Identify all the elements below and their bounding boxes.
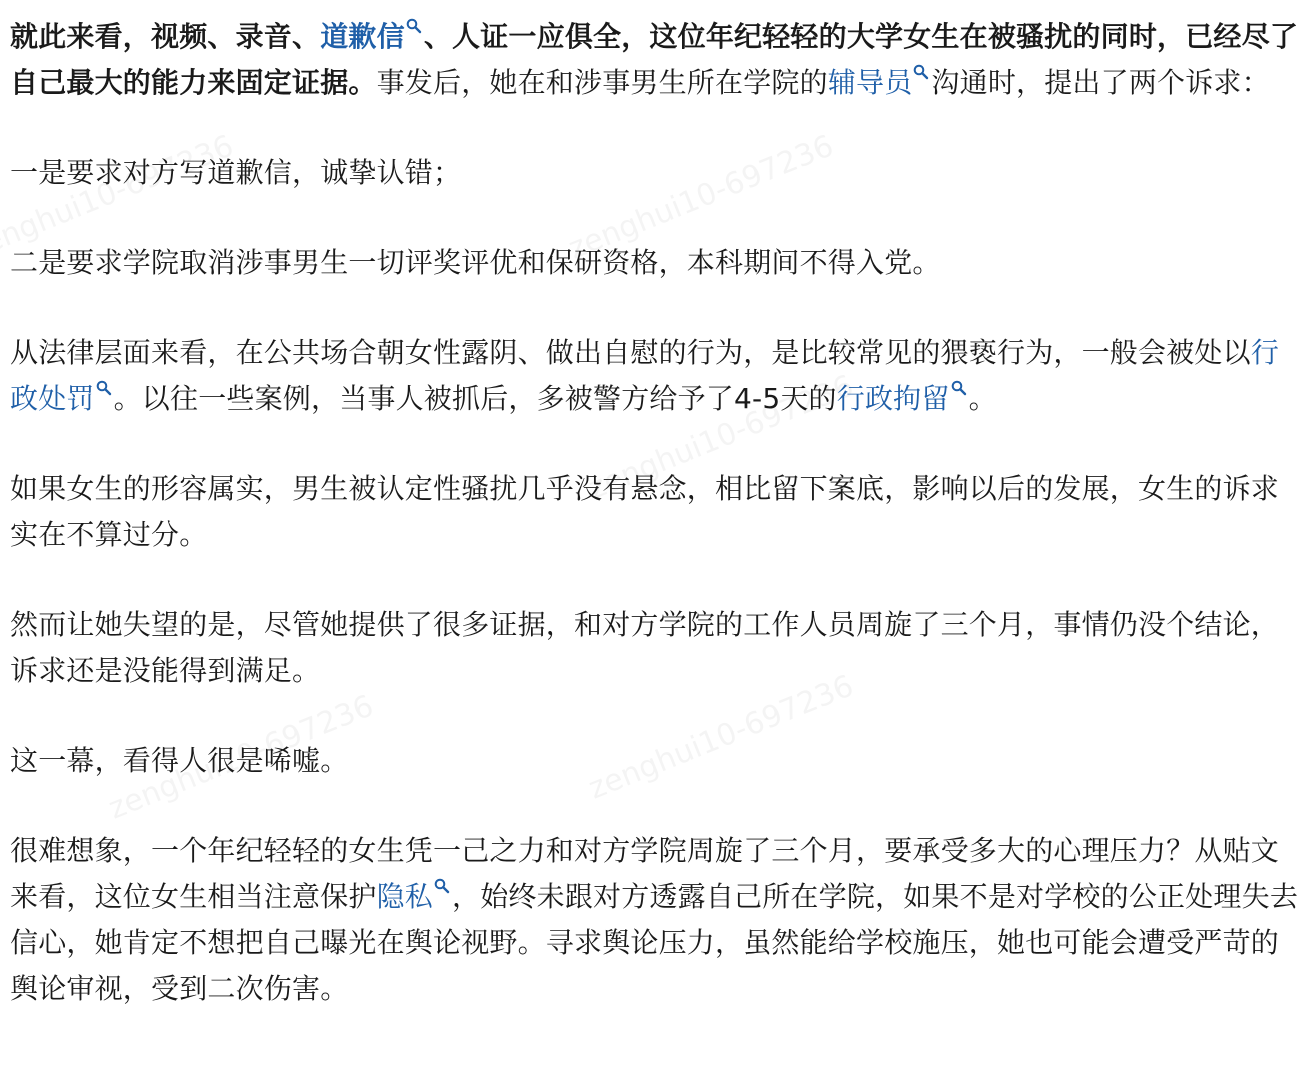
magnifier-icon[interactable] xyxy=(913,60,929,82)
body-text: 。 xyxy=(968,382,997,415)
paragraph-disappointment: 然而让她失望的是，尽管她提供了很多证据，和对方学院的工作人员周旋了三个月，事情仍没个结论，诉求还是没能得到满足。 xyxy=(10,608,1280,687)
keyword-link-label[interactable]: 行政处罚 xyxy=(10,336,1280,415)
keyword-link-label[interactable]: 隐私 xyxy=(376,880,434,913)
magnifier-icon[interactable] xyxy=(406,14,422,36)
keyword-link-administrative-detention[interactable] xyxy=(837,382,969,415)
body-text: 从法律层面来看，在公共场合朝女性露阴、做出自慰的行为，是比较常见的猥亵行为，一般会被处以 xyxy=(10,336,1251,369)
keyword-link-privacy[interactable] xyxy=(377,880,452,913)
keyword-link-counselor[interactable] xyxy=(828,66,932,99)
paragraph-legal xyxy=(10,330,1306,422)
magnifier-icon[interactable] xyxy=(434,874,450,896)
body-text: ，始终未跟对方透露自己所在学院，如果不是对学校的公正处理失去信心，她肯定不想把自己曝光在舆论视野。寻求舆论压力，虽然能给学校施压，她也可能会遭受严苛的舆论审视，受到二次伤害。 xyxy=(10,880,1299,1005)
keyword-link-label[interactable]: 辅导员 xyxy=(827,66,913,99)
magnifier-icon[interactable] xyxy=(96,376,112,398)
article-body xyxy=(10,14,1306,1012)
magnifier-icon[interactable] xyxy=(951,376,967,398)
keyword-link-label[interactable]: 道歉信 xyxy=(320,20,405,53)
body-text: 很难想象，一个年纪轻轻的女生凭一己之力和对方学院周旋了三个月，要承受多大的心理压力？从贴文来看，这位女生相当注意保护 xyxy=(10,834,1280,913)
keyword-link-apology-letter[interactable] xyxy=(320,20,424,53)
body-text: 。以往一些案例，当事人被抓后，多被警方给予了4-5天的 xyxy=(113,382,837,415)
keyword-link-label[interactable]: 行政拘留 xyxy=(836,382,950,415)
paragraph-assessment: 如果女生的形容属实，男生被认定性骚扰几乎没有悬念，相比留下案底，影响以后的发展，女生的诉求实在不算过分。 xyxy=(10,472,1280,551)
bold-text: 就此来看，视频、录音、 xyxy=(10,20,321,53)
paragraph-demand-one: 一是要求对方写道歉信，诚挚认错； xyxy=(10,156,462,189)
body-text: 沟通时，提出了两个诉求： xyxy=(931,66,1270,99)
paragraph-pressure xyxy=(10,828,1306,1012)
paragraph-evidence xyxy=(10,14,1306,106)
paragraph-demand-two: 二是要求学院取消涉事男生一切评奖评优和保研资格，本科期间不得入党。 xyxy=(10,246,941,279)
bold-text: 、人证一应俱全，这位年纪轻轻的大学女生在被骚扰的同时，已经尽了自己最大的能力来固定证据。 xyxy=(10,20,1299,99)
body-text: 事发后，她在和涉事男生所在学院的 xyxy=(376,66,828,99)
paragraph-sigh: 这一幕，看得人很是唏嘘。 xyxy=(10,744,349,777)
